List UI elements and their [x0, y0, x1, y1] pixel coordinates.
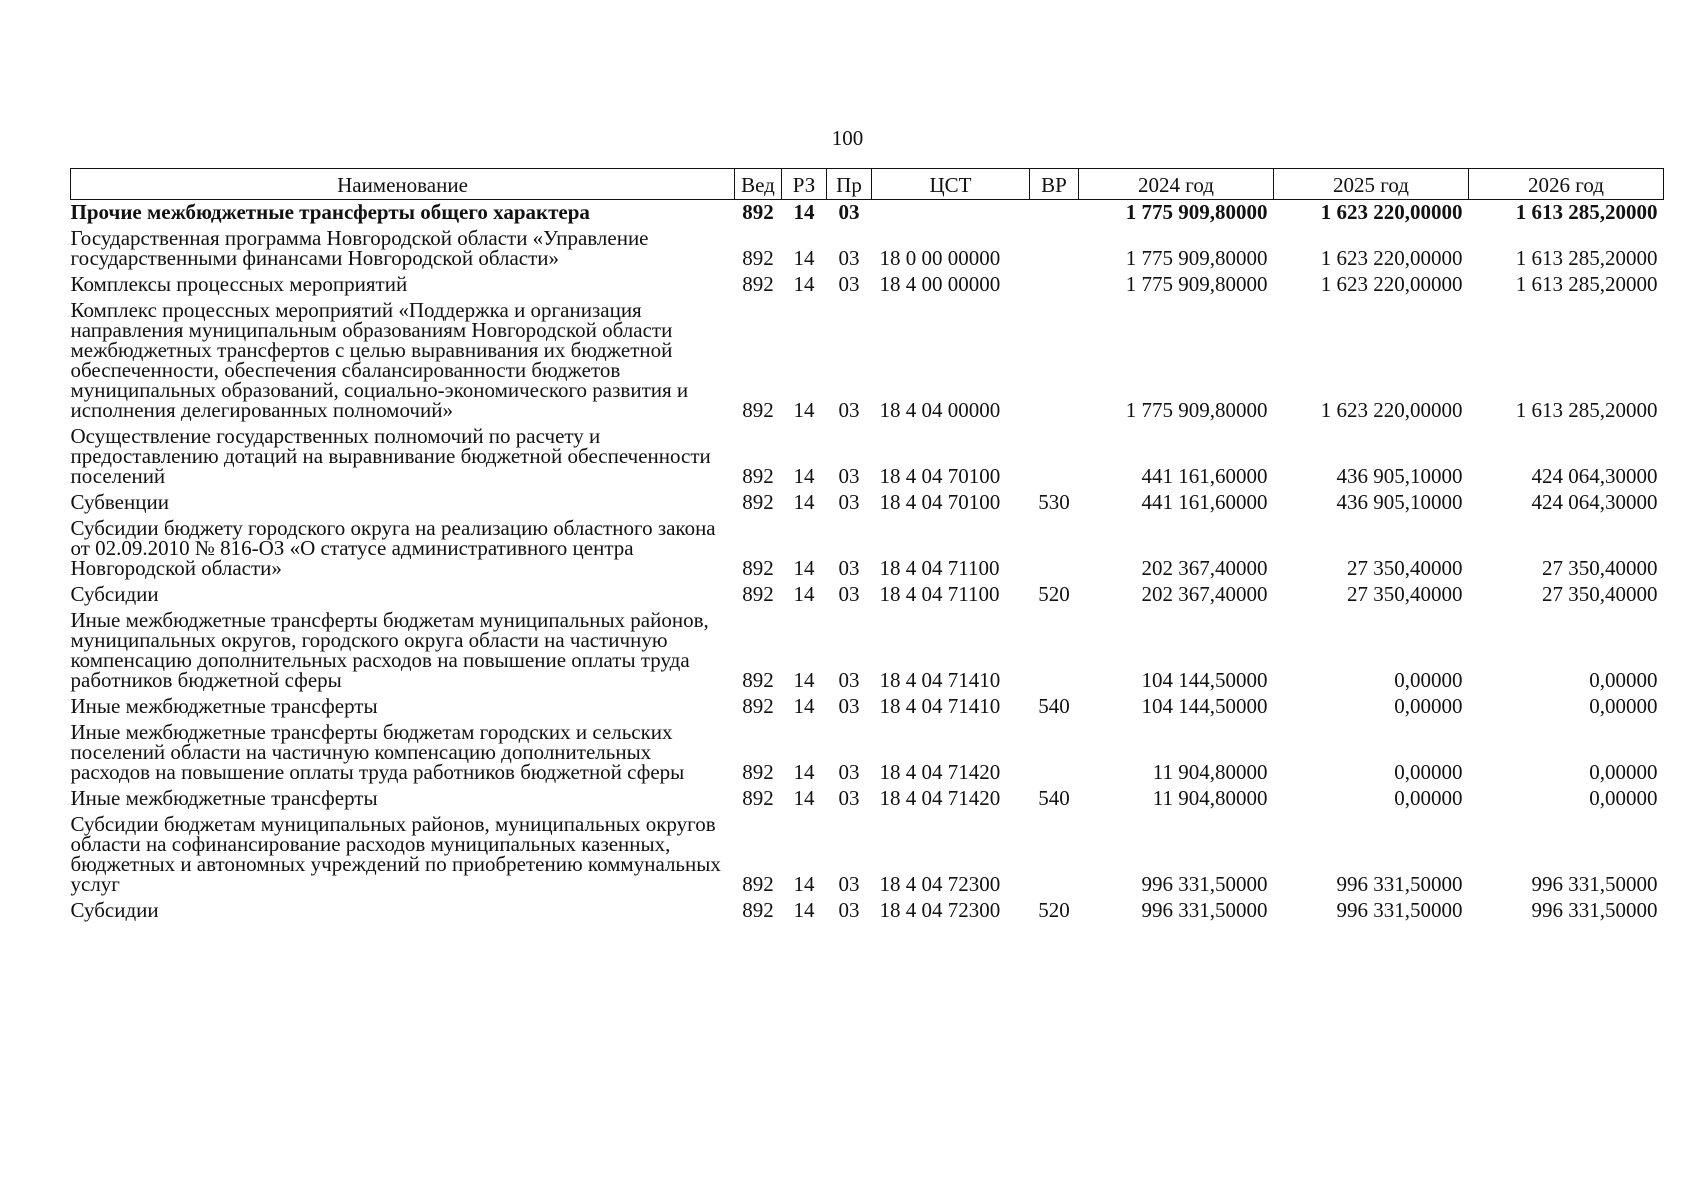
- cell-2024: 441 161,60000: [1141, 464, 1268, 488]
- cell-pr: 03: [838, 898, 860, 922]
- cell-2026: 1 613 285,20000: [1515, 200, 1658, 224]
- cell-rz: 14: [793, 786, 815, 810]
- table-row: [71, 424, 1664, 490]
- cell-cst: 18 4 04 71410: [879, 668, 1001, 692]
- cell-name: Иные межбюджетные трансферты бюджетам городских и сельских поселений области на частичную компенсацию дополнительных расходов на повышение оплаты труда работников бюджетной сферы: [70, 720, 685, 784]
- cell-2024: 202 367,40000: [1141, 582, 1268, 606]
- cell-rz: 14: [793, 398, 815, 422]
- cell-vr: [1030, 516, 1079, 582]
- cell-name: Иные межбюджетные трансферты бюджетам муниципальных районов, муниципальных округов, городского округа области на частичную компенсацию дополнительных расходов на повышение оплаты труда работников бюджетной сферы: [70, 608, 709, 692]
- cell-rz: 14: [793, 246, 815, 270]
- cell-2026: 27 350,40000: [1542, 582, 1658, 606]
- header-vr: ВР: [1030, 169, 1079, 200]
- cell-pr: 03: [838, 246, 860, 270]
- table-row: [71, 608, 1664, 694]
- cell-rz: 14: [793, 464, 815, 488]
- table-row: [71, 812, 1664, 898]
- cell-2025: 27 350,40000: [1347, 556, 1463, 580]
- cell-name: Субсидии: [70, 582, 159, 606]
- cell-name: Иные межбюджетные трансферты: [70, 694, 378, 718]
- header-pr: Пр: [827, 169, 872, 200]
- cell-cst: 18 4 04 71100: [879, 556, 1000, 580]
- cell-2026: 424 064,30000: [1531, 490, 1658, 514]
- cell-2024: 104 144,50000: [1141, 668, 1268, 692]
- cell-ved: 892: [742, 786, 774, 810]
- cell-name: Субсидии бюджетам муниципальных районов, муниципальных округов области на софинансирование расходов муниципальных казенных, бюджетных и автономных учреждений по приобретению коммунальных услуг: [70, 812, 721, 896]
- cell-2024: 1 775 909,80000: [1125, 398, 1268, 422]
- cell-2024: 104 144,50000: [1141, 694, 1268, 718]
- cell-ved: 892: [742, 272, 774, 296]
- cell-2025: 1 623 220,00000: [1320, 246, 1463, 270]
- cell-2026: 996 331,50000: [1531, 872, 1658, 896]
- cell-ved: 892: [742, 556, 774, 580]
- cell-2025: 996 331,50000: [1336, 872, 1463, 896]
- table-row: [71, 898, 1664, 924]
- cell-2024: 202 367,40000: [1141, 556, 1268, 580]
- cell-pr: 03: [838, 272, 860, 296]
- cell-name: Комплексы процессных мероприятий: [70, 272, 408, 296]
- cell-rz: 14: [793, 200, 815, 224]
- cell-2026: 0,00000: [1589, 694, 1658, 718]
- cell-name: Осуществление государственных полномочий по расчету и предоставлению дотаций на выравнивание бюджетной обеспеченности поселений: [70, 424, 711, 488]
- cell-name: Государственная программа Новгородской области «Управление государственными финансами Новгородской области»: [70, 226, 649, 270]
- cell-name: Иные межбюджетные трансферты: [70, 786, 378, 810]
- cell-vr: 520: [1038, 898, 1070, 922]
- cell-2024: 11 904,80000: [1152, 760, 1268, 784]
- table-row: [71, 516, 1664, 582]
- header-cst: ЦСТ: [872, 169, 1030, 200]
- cell-cst: 18 4 00 00000: [879, 272, 1001, 296]
- cell-vr: [1030, 298, 1079, 424]
- cell-name: Субсидии: [70, 898, 159, 922]
- cell-2025: 1 623 220,00000: [1320, 200, 1463, 224]
- cell-2026: 996 331,50000: [1531, 898, 1658, 922]
- cell-vr: [1030, 200, 1079, 227]
- cell-2026: 1 613 285,20000: [1515, 246, 1658, 270]
- cell-name: Комплекс процессных мероприятий «Поддержка и организация направления муниципальным образованиям Новгородской области межбюджетных трансфертов с целью выравнивания их бюджетной обеспеченности, обеспечения сбалансированности бюджетов муниципальных образований, социально-экономического развития и исполнения делегированных полномочий»: [70, 298, 689, 422]
- cell-cst: 18 4 04 70100: [879, 490, 1001, 514]
- cell-2024: 1 775 909,80000: [1125, 272, 1268, 296]
- cell-rz: 14: [793, 694, 815, 718]
- cell-2024: 1 775 909,80000: [1125, 200, 1268, 224]
- cell-cst: 18 4 04 72300: [879, 872, 1001, 896]
- cell-ved: 892: [742, 694, 774, 718]
- cell-cst: 18 4 04 71410: [879, 694, 1001, 718]
- table-row: [71, 582, 1664, 608]
- cell-pr: 03: [838, 760, 860, 784]
- cell-ved: 892: [742, 582, 774, 606]
- header-2025: 2025 год: [1274, 169, 1469, 200]
- cell-2025: 0,00000: [1394, 760, 1463, 784]
- cell-pr: 03: [838, 556, 860, 580]
- cell-rz: 14: [793, 490, 815, 514]
- cell-pr: 03: [838, 694, 860, 718]
- cell-pr: 03: [838, 872, 860, 896]
- cell-2026: 27 350,40000: [1542, 556, 1658, 580]
- cell-2025: 1 623 220,00000: [1320, 272, 1463, 296]
- cell-rz: 14: [793, 760, 815, 784]
- cell-pr: 03: [838, 582, 860, 606]
- table-row: [71, 200, 1664, 227]
- cell-pr: 03: [838, 200, 860, 224]
- cell-2026: 0,00000: [1589, 760, 1658, 784]
- cell-ved: 892: [742, 398, 774, 422]
- header-ved: Вед: [735, 169, 782, 200]
- cell-pr: 03: [838, 786, 860, 810]
- cell-ved: 892: [742, 200, 774, 224]
- cell-pr: 03: [838, 668, 860, 692]
- cell-rz: 14: [793, 898, 815, 922]
- cell-ved: 892: [742, 490, 774, 514]
- cell-2024: 1 775 909,80000: [1125, 246, 1268, 270]
- cell-cst: 18 0 00 00000: [879, 246, 1001, 270]
- cell-2024: 441 161,60000: [1141, 490, 1268, 514]
- table-body: [71, 200, 1664, 925]
- table-row: [71, 490, 1664, 516]
- table-row: [71, 226, 1664, 272]
- cell-cst: [872, 200, 1030, 227]
- cell-cst: 18 4 04 00000: [879, 398, 1001, 422]
- cell-vr: [1030, 812, 1079, 898]
- table-row: [71, 272, 1664, 298]
- cell-vr: [1030, 720, 1079, 786]
- cell-2026: 424 064,30000: [1531, 464, 1658, 488]
- header-name: Наименование: [71, 169, 735, 200]
- cell-pr: 03: [838, 464, 860, 488]
- cell-rz: 14: [793, 582, 815, 606]
- cell-pr: 03: [838, 398, 860, 422]
- cell-2024: 996 331,50000: [1141, 898, 1268, 922]
- cell-2025: 0,00000: [1394, 786, 1463, 810]
- cell-2024: 11 904,80000: [1152, 786, 1268, 810]
- cell-ved: 892: [742, 872, 774, 896]
- cell-vr: 540: [1038, 786, 1070, 810]
- table-header-row: [71, 169, 1664, 200]
- cell-ved: 892: [742, 668, 774, 692]
- cell-2026: 0,00000: [1589, 786, 1658, 810]
- table-row: [71, 720, 1664, 786]
- cell-name: Субсидии бюджету городского округа на реализацию областного закона от 02.09.2010 № 816-ОЗ «О статусе административного центра Новгородской области»: [70, 516, 716, 580]
- cell-rz: 14: [793, 872, 815, 896]
- table-row: [71, 694, 1664, 720]
- cell-cst: 18 4 04 71420: [879, 760, 1001, 784]
- cell-2024: 996 331,50000: [1141, 872, 1268, 896]
- cell-2025: 27 350,40000: [1347, 582, 1463, 606]
- cell-2026: 0,00000: [1589, 668, 1658, 692]
- cell-2025: 436 905,10000: [1336, 490, 1463, 514]
- cell-2026: 1 613 285,20000: [1515, 272, 1658, 296]
- cell-2025: 996 331,50000: [1336, 898, 1463, 922]
- cell-rz: 14: [793, 556, 815, 580]
- cell-ved: 892: [742, 464, 774, 488]
- cell-2026: 1 613 285,20000: [1515, 398, 1658, 422]
- cell-rz: 14: [793, 668, 815, 692]
- cell-2025: 0,00000: [1394, 668, 1463, 692]
- cell-cst: 18 4 04 71420: [879, 786, 1001, 810]
- cell-cst: 18 4 04 72300: [879, 898, 1001, 922]
- cell-vr: [1030, 272, 1079, 298]
- cell-cst: 18 4 04 70100: [879, 464, 1001, 488]
- cell-vr: 530: [1038, 490, 1070, 514]
- cell-ved: 892: [742, 760, 774, 784]
- cell-vr: 540: [1038, 694, 1070, 718]
- cell-cst: 18 4 04 71100: [879, 582, 1000, 606]
- budget-table: [70, 168, 1664, 924]
- header-2024: 2024 год: [1079, 169, 1274, 200]
- cell-ved: 892: [742, 898, 774, 922]
- cell-vr: [1030, 226, 1079, 272]
- cell-name: Прочие межбюджетные трансферты общего характера: [70, 200, 590, 224]
- cell-2025: 436 905,10000: [1336, 464, 1463, 488]
- cell-pr: 03: [838, 490, 860, 514]
- cell-vr: [1030, 424, 1079, 490]
- cell-vr: [1030, 608, 1079, 694]
- header-rz: РЗ: [782, 169, 827, 200]
- page-number: 100: [831, 126, 864, 150]
- cell-rz: 14: [793, 272, 815, 296]
- cell-ved: 892: [742, 246, 774, 270]
- cell-vr: 520: [1038, 582, 1070, 606]
- cell-2025: 0,00000: [1394, 694, 1463, 718]
- cell-name: Субвенции: [70, 490, 169, 514]
- header-2026: 2026 год: [1469, 169, 1664, 200]
- table-row: [71, 786, 1664, 812]
- cell-2025: 1 623 220,00000: [1320, 398, 1463, 422]
- table-row: [71, 298, 1664, 424]
